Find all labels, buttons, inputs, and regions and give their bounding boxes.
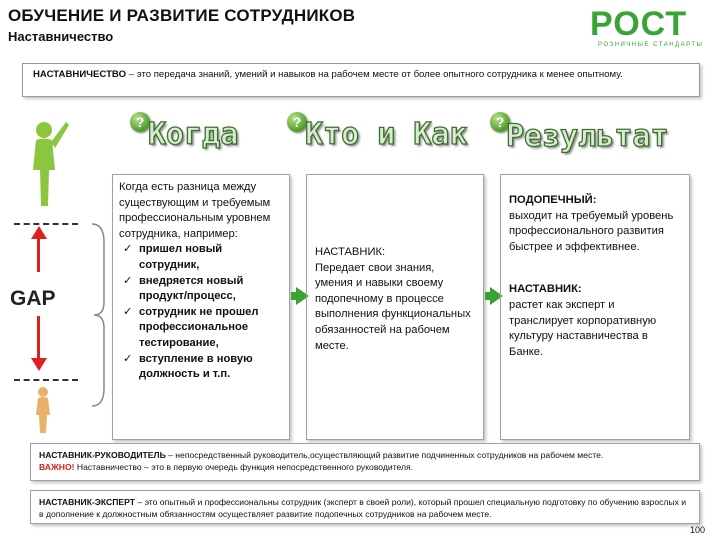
definition-term: НАСТАВНИЧЕСТВО [33,69,127,80]
list-item: ✓ внедряется новый продукт/процесс, [123,274,244,303]
expert-note: НАСТАВНИК-ЭКСПЕРТ – это опытный и профессиональны сотрудник (эксперт в своей роли), который прошел специальную подготовку по обучению взрослых и в дополнение к должностным обязанностям осуществляет развитие подопечных сотрудников на рабочем месте. [30,490,700,524]
page-number: 100 [690,525,706,535]
check-icon: ✓ [123,305,133,318]
rost-logo [590,6,712,54]
page-subtitle: Наставничество [8,29,114,44]
mentor-description: Передает свои знания, умения и навыки своему подопечному в процессе выполнения функциональных обязанностей на рабочем месте. [315,261,471,352]
question-icon: ? [130,112,150,132]
result-mentor-description: растет как эксперт и транслирует корпоративную культуру наставничества в Банке. [509,298,657,358]
list-item: ✓ сотрудник не прошел профессиональное тестирование, [123,305,259,349]
definition-text: – это передача знаний, умений и навыков на рабочем месте от более опытного сотрудника к менее опытному. [126,69,623,80]
gap-label: GAP [10,287,56,310]
result-mentor-label: НАСТАВНИК: [509,283,582,296]
question-icon: ? [490,112,510,132]
logo-tagline: РОЗНИЧНЫЕ СТАНДАРТЫ [598,42,704,48]
mentee-description: выходит на требуемый уровень профессионального развития быстрее и эффективнее. [509,209,674,253]
gap-bracket [90,222,108,408]
manager-term: НАСТАВНИК-РУКОВОДИТЕЛЬ [39,450,166,460]
logo-word: РОСТ [590,5,688,43]
who-column [306,174,484,440]
gap-arrow-down [31,358,47,371]
manager-note: НАСТАВНИК-РУКОВОДИТЕЛЬ – непосредственный руководитель,осуществляющий развитие подчиненных сотрудников на рабочем месте. ВАЖНО! Наставничество – это в первую очередь функция непосредственного руководителя. [30,443,700,481]
heading-who-text: Кто и Как [305,117,468,152]
definition-box [22,63,700,97]
heading-result-text: Результат [506,119,669,154]
list-item: ✓ пришел новый сотрудник, [123,243,223,271]
result-column [500,174,690,440]
mentor-label: НАСТАВНИК: [315,246,386,258]
page-title: ОБУЧЕНИЕ И РАЗВИТИЕ СОТРУДНИКОВ [8,6,356,25]
gap-arrow-line-top [37,238,40,272]
check-icon: ✓ [123,243,133,256]
heading-when-text: Когда [148,117,239,152]
upper-level-line [14,223,78,225]
mentee-label: ПОДОПЕЧНЫЙ: [509,194,597,206]
question-icon: ? [287,112,307,132]
lower-level-line [14,379,78,381]
expert-term: НАСТАВНИК-ЭКСПЕРТ [39,497,136,507]
when-column [112,174,290,440]
tall-person-icon [22,118,72,210]
check-icon: ✓ [123,274,133,287]
check-icon: ✓ [123,352,133,365]
when-list [119,242,283,382]
important-label: ВАЖНО! [39,462,75,472]
small-person-icon [30,385,58,435]
list-item: ✓ вступление в новую должность и т.п. [123,352,253,381]
when-intro: Когда есть разница между существующим и требуемым профессиональным уровнем сотрудника, например: [119,181,271,240]
gap-arrow-line-bottom [37,316,40,360]
